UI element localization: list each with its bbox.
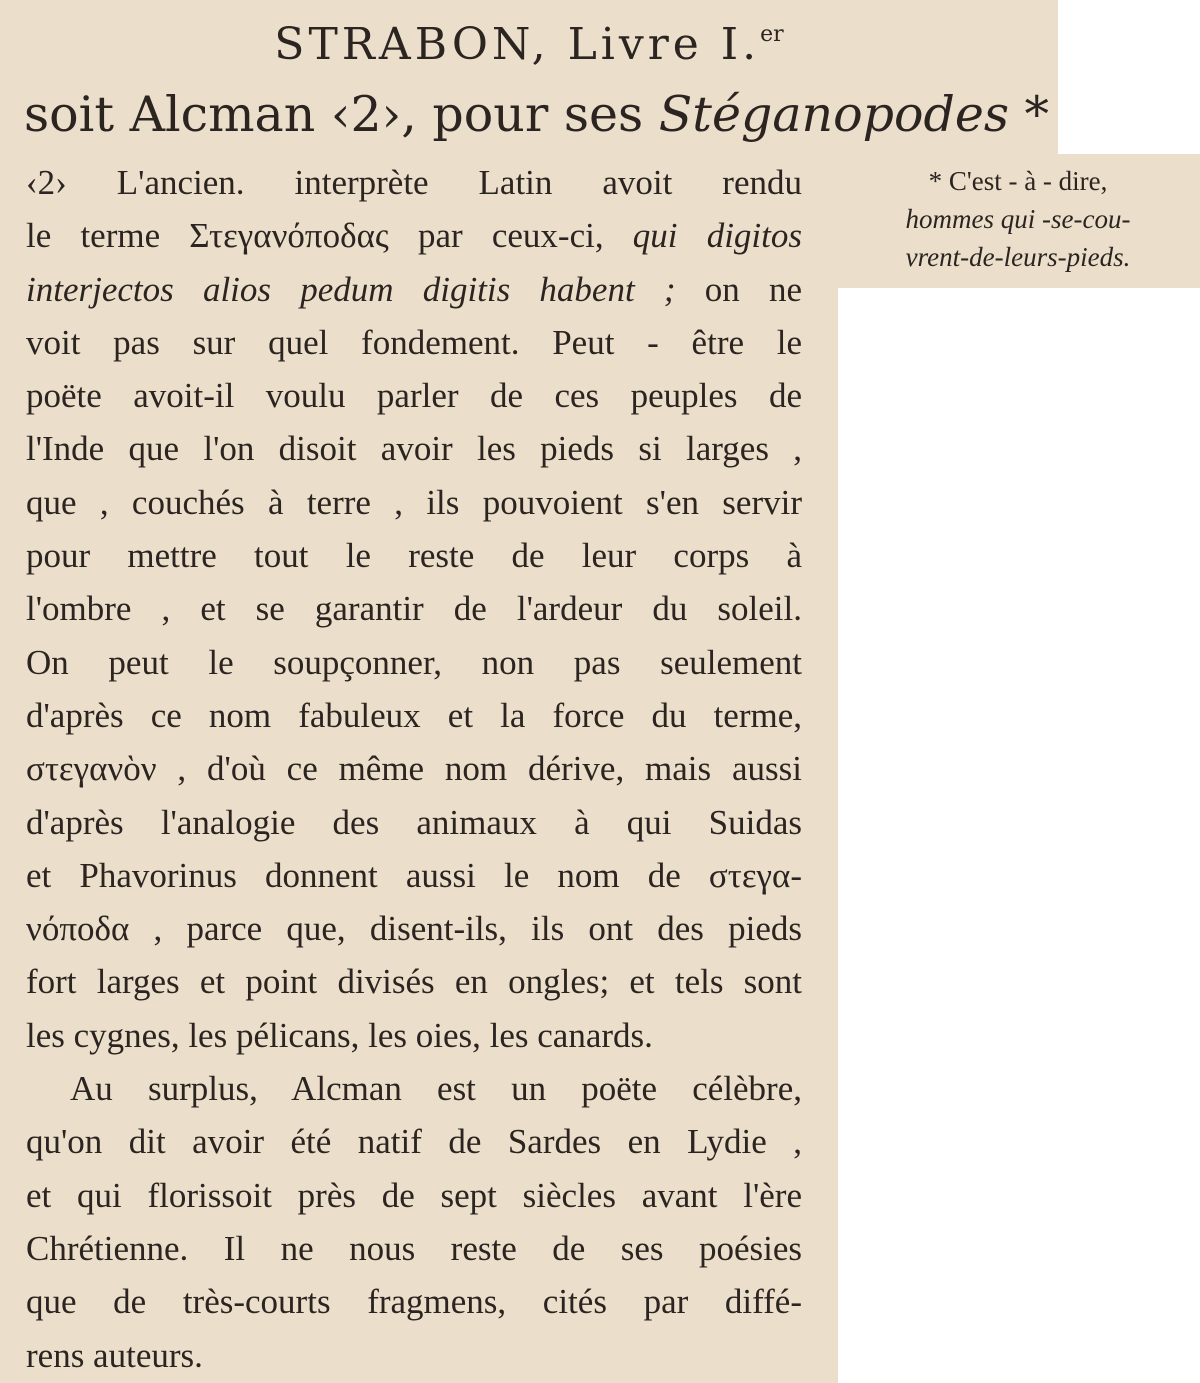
footnote-text: d'après l'analogie des animaux à qui Suidas — [26, 802, 802, 842]
footnote-line — [26, 742, 802, 795]
footnote-text: poëte avoit-il voulu parler de ces peuples de — [26, 376, 802, 416]
footnote-line — [26, 529, 802, 582]
footnote-text: d'après ce nom fabuleux et la force du terme, — [26, 695, 802, 735]
running-head-livre: Livre I. — [567, 19, 761, 70]
footnote-line — [26, 1329, 802, 1382]
footnote-mark: * — [1008, 86, 1050, 143]
footnote-text: fort larges et point divisés en ongles; et tels sont — [26, 962, 802, 1002]
footnote-text: voit pas sur quel fondement. Peut - être le — [26, 322, 802, 362]
footnote-line — [26, 369, 802, 422]
footnote-text: qu'on dit avoir été natif de Sardes en Lydie , — [26, 1122, 802, 1162]
running-head — [0, 6, 1058, 74]
footnote-text: στεγανὸν , d'où ce même nom dérive, mais aussi — [26, 749, 802, 789]
footnote-text: l'Inde que l'on disoit avoir les pieds si larges , — [26, 429, 802, 469]
footnote-line — [26, 1115, 802, 1168]
footnote-text: que , couchés à terre , ils pouvoient s'en servir — [26, 482, 802, 522]
footnote-text: on ne — [675, 269, 802, 309]
footnote-italic-text: qui digitos — [632, 216, 802, 256]
footnote-line — [26, 1169, 802, 1222]
footnote-text: Au surplus, Alcman est un poëte célèbre, — [70, 1069, 802, 1109]
footnote-line — [26, 849, 802, 902]
footnote-text: que de très-courts fragmens, cités par diffé- — [26, 1282, 802, 1322]
footnote-text: et qui florissoit près de sept siècles avant l'ère — [26, 1175, 802, 1215]
footnote-line — [26, 902, 802, 955]
footnote-line — [26, 955, 802, 1008]
footnote-text: et Phavorinus donnent aussi le nom de στεγα- — [26, 855, 802, 895]
lead-text: soit Alcman ‹2›, pour ses — [24, 86, 659, 143]
marginal-note-line: hommes qui -se-cou- — [905, 204, 1131, 234]
footnote-text: pour mettre tout le reste de leur corps à — [26, 536, 802, 576]
footnote-line — [26, 476, 802, 529]
running-head-superscript: er — [760, 22, 784, 47]
footnote-line — [26, 1222, 802, 1275]
marginal-note-line: vrent-de-leurs-pieds. — [905, 242, 1131, 272]
footnote-line — [26, 1062, 802, 1115]
footnote-text: νόποδα , parce que, disent-ils, ils ont des pieds — [26, 909, 802, 949]
footnote-line — [26, 796, 802, 849]
footnote-text: les cygnes, les pélicans, les oies, les canards. — [26, 1015, 653, 1055]
marginal-note-line: * C'est - à - dire, — [928, 166, 1108, 196]
footnote-body — [26, 156, 802, 1382]
footnote-line — [26, 156, 802, 209]
footnote-text: Chrétienne. Il ne nous reste de ses poésies — [26, 1228, 802, 1268]
footnote-italic-text: interjectos alios pedum digitis habent ; — [26, 269, 676, 309]
footnote-text: ‹2› L'ancien. interprète Latin avoit rendu — [26, 163, 802, 202]
footnote-line — [26, 422, 802, 475]
footnote-line — [26, 689, 802, 742]
footnote-text: rens auteurs. — [26, 1335, 203, 1375]
footnote-line — [26, 636, 802, 689]
lead-line — [24, 84, 1054, 146]
footnote-line — [26, 1275, 802, 1328]
lead-italic: Stéganopodes — [658, 86, 1009, 143]
footnote-line — [26, 209, 802, 262]
footnote-line — [26, 263, 802, 316]
footnote-line — [26, 316, 802, 369]
running-head-title: STRABON, — [274, 19, 568, 70]
footnote-line — [26, 1009, 802, 1062]
footnote-line — [26, 582, 802, 635]
footnote-text: On peut le soupçonner, non pas seulement — [26, 642, 802, 682]
footnote-text: l'ombre , et se garantir de l'ardeur du soleil. — [26, 589, 802, 629]
marginal-note — [850, 162, 1186, 276]
footnote-text: le terme Στεγανόποδας par ceux-ci, — [26, 216, 633, 256]
